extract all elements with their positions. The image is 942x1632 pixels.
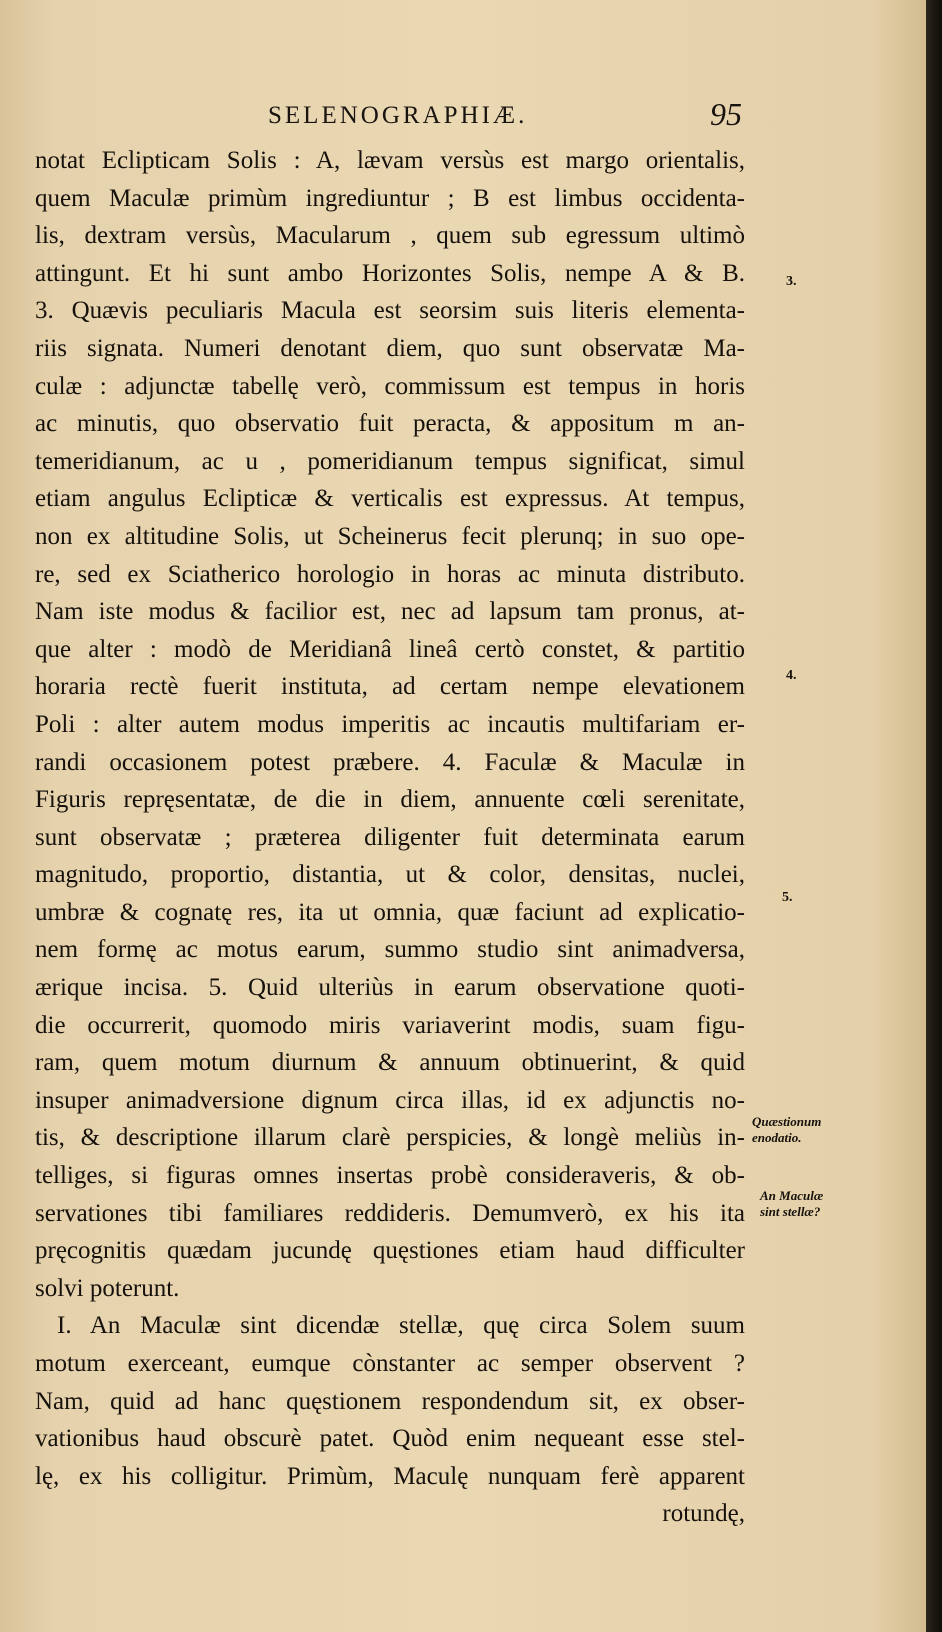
- text-line: quem Maculæ primùm ingrediuntur ; B est limbus occidenta-: [35, 184, 745, 212]
- text-line: ac minutis, quo observatio fuit peracta, & appositum m an-: [35, 410, 745, 438]
- text-line: temeridianum, ac u , pomeridianum tempus significat, simul: [35, 447, 745, 475]
- margin-note-line: Quæstionum: [752, 1114, 822, 1129]
- text-line: sunt observatæ ; præterea diligenter fuit determinata earum: [35, 823, 745, 851]
- body-text: [35, 142, 745, 1533]
- text-line: Figuris repręsentatæ, de die in diem, annuente cœli serenitate,: [35, 786, 745, 814]
- text-line: riis signata. Numeri denotant diem, quo sunt observatæ Ma-: [35, 334, 745, 362]
- text-line: motum exerceant, eumque cònstanter ac semper observent ?: [35, 1350, 745, 1377]
- text-line: notat Eclipticam Solis : A, lævam versùs est margo orientalis,: [35, 147, 745, 174]
- text-line: vationibus haud obscurè patet. Quòd enim nequeant esse stel-: [35, 1425, 745, 1453]
- text-line: Nam iste modus & facilior est, nec ad lapsum tam pronus, at-: [35, 598, 745, 626]
- book-edge: [926, 0, 942, 1632]
- text-line: re, sed ex Sciatherico horologio in horas ac minuta distributo.: [35, 560, 745, 588]
- margin-note-stars: [760, 1188, 823, 1220]
- text-line: magnitudo, proportio, distantia, ut & color, densitas, nuclei,: [35, 861, 745, 889]
- text-line: lę, ex his colligitur. Primùm, Maculę nunquam ferè apparent: [35, 1462, 745, 1490]
- text-line: que alter : modò de Meridianâ lineâ certò constet, & partitio: [35, 635, 745, 663]
- text-line: tis, & descriptione illarum clarè perspicies, & longè meliùs in-: [35, 1124, 745, 1152]
- text-line: 3. Quævis peculiaris Macula est seorsim suis literis elementa-: [35, 297, 745, 325]
- text-line: umbræ & cognatę res, ita ut omnia, quæ faciunt ad explicatio-: [35, 898, 745, 926]
- running-title: SELENOGRAPHIÆ.: [268, 102, 528, 129]
- text-line: etiam angulus Eclipticæ & verticalis est expressus. At tempus,: [35, 485, 745, 513]
- margin-note-line: An Maculæ: [760, 1188, 824, 1203]
- text-line: Nam, quid ad hanc quęstionem respondendum sit, ex obser-: [35, 1387, 745, 1415]
- margin-note-questions: [752, 1114, 821, 1146]
- text-line: telliges, si figuras omnes insertas probè consideraveris, & ob-: [35, 1162, 745, 1190]
- page-number: 95: [710, 96, 742, 132]
- text-line: non ex altitudine Solis, ut Scheinerus fecit plerunq; in suo ope-: [35, 522, 745, 550]
- text-line: nem formę ac motus earum, summo studio sint animadversa,: [35, 936, 745, 964]
- margin-note-line: enodatio.: [752, 1130, 802, 1145]
- text-line: ram, quem motum diurnum & annuum obtinuerint, & quid: [35, 1049, 745, 1077]
- text-line: die occurrerit, quomodo miris variaverint modis, suam figu-: [35, 1011, 745, 1039]
- page-header: [230, 96, 742, 140]
- text-line: Poli : alter autem modus imperitis ac incautis multifariam er-: [35, 710, 745, 738]
- text-line: insuper animadversione dignum circa illas, id ex adjunctis no-: [35, 1086, 745, 1114]
- text-line: solvi poterunt.: [35, 1274, 180, 1302]
- text-line: I. An Maculæ sint dicendæ stellæ, quę circa Solem suum: [57, 1312, 745, 1340]
- text-line: randi occasionem potest præbere. 4. Faculæ & Maculæ in: [35, 748, 745, 776]
- text-line: lis, dextram versùs, Macularum , quem sub egressum ultimò: [35, 222, 745, 250]
- margin-note-3: 3.: [786, 274, 797, 289]
- text-line: horaria rectè fuerit instituta, ad certam nempe elevationem: [35, 673, 745, 701]
- catchword: rotundę,: [662, 1500, 745, 1528]
- text-line: pręcognitis quædam jucundę quęstiones etiam haud difficulter: [35, 1237, 745, 1265]
- text-line: culæ : adjunctæ tabellę verò, commissum est tempus in horis: [35, 372, 745, 400]
- text-line: attingunt. Et hi sunt ambo Horizontes Solis, nempe A & B.: [35, 259, 745, 287]
- text-line: ærique incisa. 5. Quid ulteriùs in earum observatione quoti-: [35, 974, 745, 1002]
- margin-note-line: sint stellæ?: [760, 1204, 821, 1219]
- text-line: servationes tibi familiares reddideris. Demumverò, ex his ita: [35, 1199, 745, 1227]
- margin-note-4: 4.: [786, 668, 797, 683]
- margin-note-5: 5.: [782, 890, 793, 905]
